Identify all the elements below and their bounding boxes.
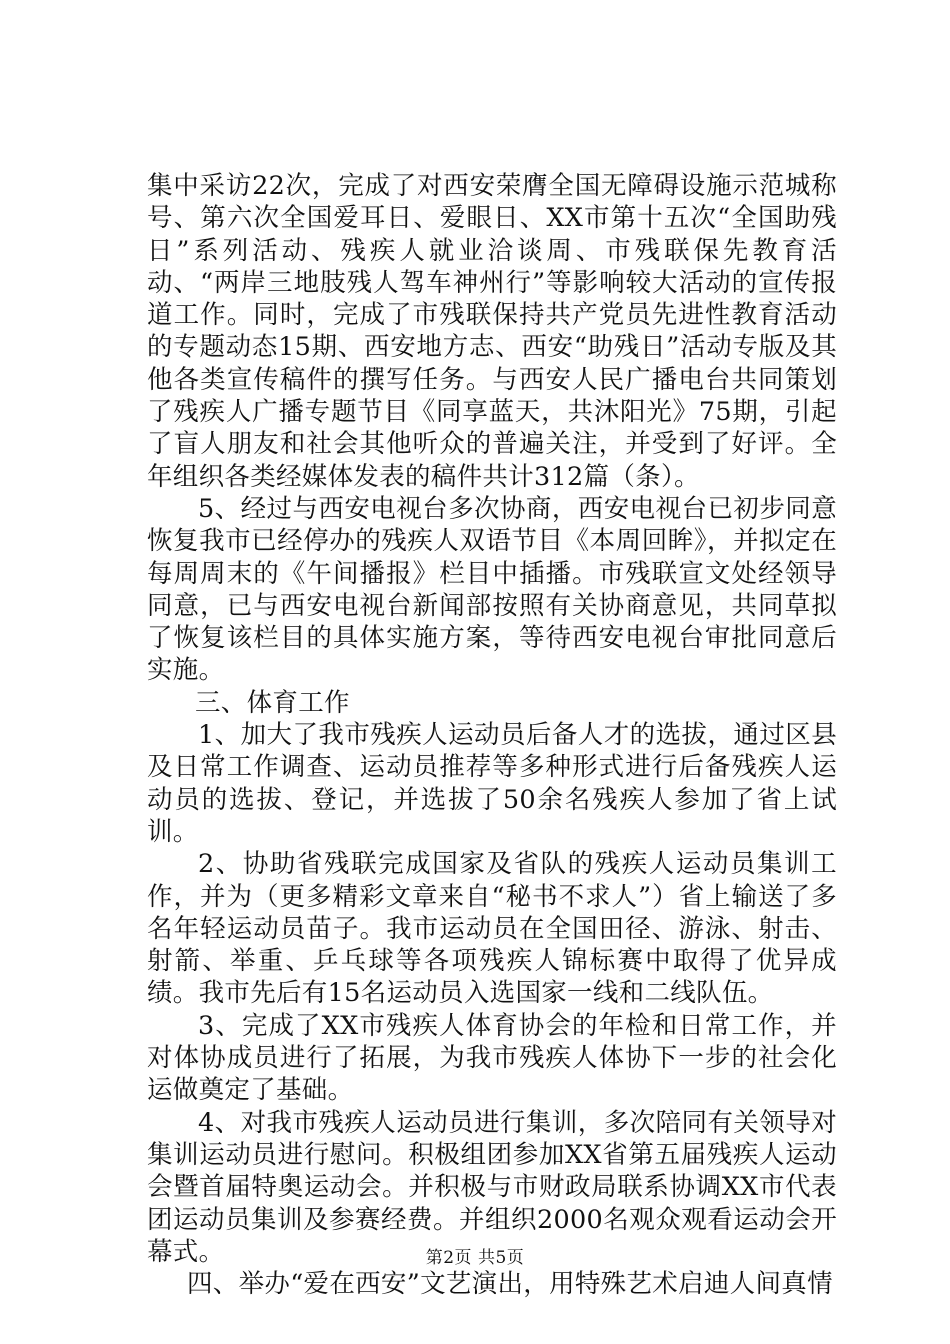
section-heading-performance: 四、举办“爱在西安”文艺演出，用特殊艺术启迪人间真情 [187,1269,833,1300]
paragraph-sports-item-1: 1、加大了我市残疾人运动员后备人才的选拔，通过区县及日常工作调查、运动员推荐等多种形式进行后备残疾人运动员的选拔、登记，并选拔了50余名残疾人参加了省上试训。 [147,720,837,847]
paragraph-sports-item-4: 4、对我市残疾人运动员进行集训，多次陪同有关领导对集训运动员进行慰问。积极组团参加XX省第五届残疾人运动会暨首届特奥运动会。并积极与市财政局联系协调XX市代表团运动员集训及参赛经费。并组织2000名观众观看运动会开幕式。 [147,1107,837,1267]
page-footer [0,1243,950,1268]
paragraph-item-5: 5、经过与西安电视台多次协商，西安电视台已初步同意恢复我市已经停办的残疾人双语节目《本周回眸》，并拟定在每周周末的《午间播报》栏目中插播。市残联宣文处经领导同意，已与西安电视台新闻部按照有关协商意见，共同草拟了恢复该栏目的具体实施方案，等待西安电视台审批同意后实施。 [147,493,837,686]
page-number-label: 第2页 共5页 [425,1248,525,1268]
section-heading-sports: 三、体育工作 [195,687,350,718]
paragraph-sports-item-3: 3、完成了XX市残疾人体育协会的年检和日常工作，并对体协成员进行了拓展，为我市残疾人体协下一步的社会化运做奠定了基础。 [147,1010,837,1106]
paragraph-sports-item-2: 2、协助省残联完成国家及省队的残疾人运动员集训工作，并为（更多精彩文章来自“秘书不求人”）省上输送了多名年轻运动员苗子。我市运动员在全国田径、游泳、射击、射箭、举重、乒乓球等各项残疾人锦标赛中取得了优异成绩。我市先后有15名运动员入选国家一线和二线队伍。 [147,849,837,1009]
document-body [147,170,837,1300]
paragraph-media-coverage: 集中采访22次，完成了对西安荣膺全国无障碍设施示范城称号、第六次全国爱耳日、爱眼日、XX市第十五次“全国助残日”系列活动、残疾人就业洽谈周、市残联保先教育活动、“两岸三地肢残人驾车神州行”等影响较大活动的宣传报道工作。同时，完成了市残联保持共产党员先进性教育活动的专题动态15期、西安地方志、西安“助残日”活动专版及其他各类宣传稿件的撰写任务。与西安人民广播电台共同策划了残疾人广播专题节目《同享蓝天，共沐阳光》75期，引起了盲人朋友和社会其他听众的普遍关注，并受到了好评。全年组织各类经媒体发表的稿件共计312篇（条）。 [147,171,837,492]
